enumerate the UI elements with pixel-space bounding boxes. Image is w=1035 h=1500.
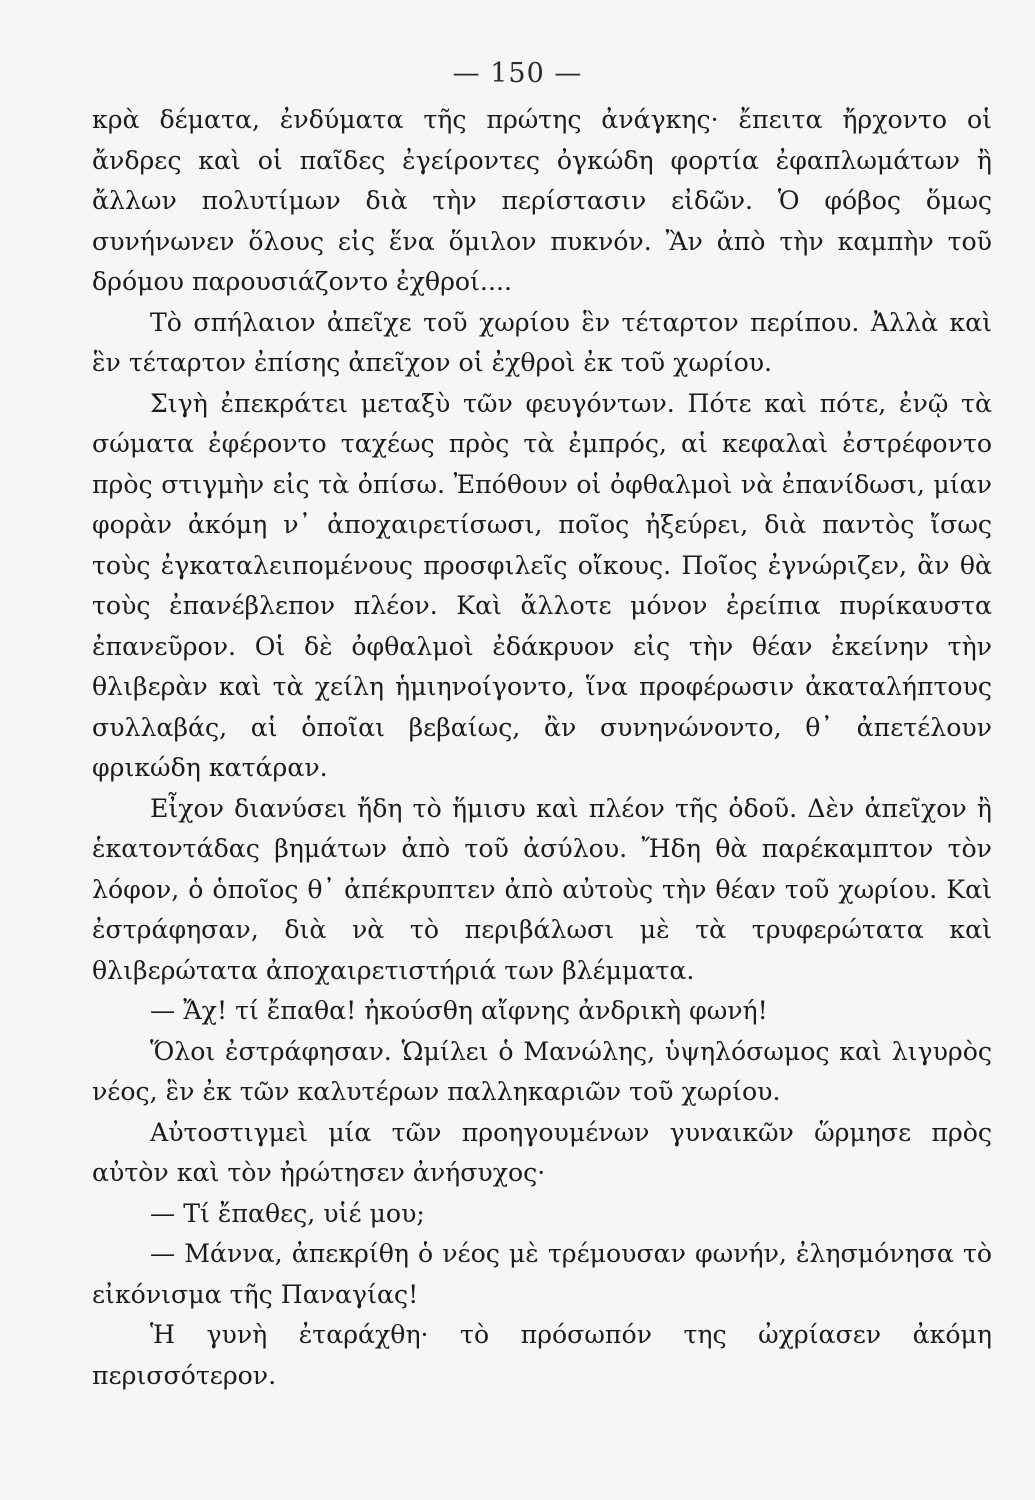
dialogue-exclamation: — Ἄχ! τί ἔπαθα! ἠκούσθη αἴφνης ἀνδρικὴ φωνή! [150, 996, 768, 1025]
paragraph-manolis: Ὅλοι ἐστράφησαν. Ὡμίλει ὁ Μανώλης, ὑψηλόσωμος καὶ λιγυρὸς νέος, ἓν ἐκ τῶν καλυτέρων παλληκαριῶν τοῦ χωρίου. [92, 1036, 992, 1106]
paragraph-woman-troubled: Ἡ γυνὴ ἐταράχθη· τὸ πρόσωπόν της ὠχρίασεν ἀκόμη περισσότερον. [92, 1320, 992, 1390]
paragraph-mother-asks: Αὐτοστιγμεὶ μία τῶν προηγουμένων γυναικῶν ὥρμησε πρὸς αὐτὸν καὶ τὸν ἠρώτησεν ἀνήσυχος· [92, 1117, 992, 1187]
dialogue-answer: — Μάννα, ἀπεκρίθη ὁ νέος μὲ τρέμουσαν φωνήν, ἐλησμόνησα τὸ εἰκόνισμα τῆς Παναγίας! [92, 1239, 992, 1309]
dialogue-question: — Τί ἔπαθες, υἱέ μου; [150, 1198, 425, 1228]
page-number: — 150 — [452, 58, 583, 89]
paragraph-half-way: Εἶχον διανύσει ἤδη τὸ ἥμισυ καὶ πλέον τῆς ὁδοῦ. Δὲν ἀπεῖχον ἢ ἑκατοντάδας βημάτων ἀπὸ τοῦ ἀσύλου. Ἤδη θὰ παρέκαμπτον τὸν λόφον, ὁ ὁποῖος θ᾿ ἀπέκρυπτεν ἀπὸ αὐτοὺς τὴν θέαν τοῦ χωρίου. Καὶ ἐστράφησαν, διὰ νὰ τὸ περιβάλωσι μὲ τὰ τρυφερώτατα καὶ θλιβερώτατα ἀποχαιρετιστήριά των βλέμματα. [92, 793, 992, 985]
paragraph-silence: Σιγὴ ἐπεκράτει μεταξὺ τῶν φευγόντων. Πότε καὶ πότε, ἐνῷ τὰ σώματα ἐφέροντο ταχέως πρὸς τὰ ἐμπρός, αἱ κεφαλαὶ ἐστρέφοντο πρὸς στιγμὴν εἰς τὰ ὀπίσω. Ἐπόθουν οἱ ὀφθαλμοὶ νὰ ἐπανίδωσι, μίαν φορὰν ἀκόμη ν᾿ ἀποχαιρετίσωσι, ποῖος ἠξεύρει, διὰ παντὸς ἴσως τοὺς ἐγκαταλειπομένους προσφιλεῖς οἴκους. Ποῖος ἐγνώριζεν, ἂν θὰ τοὺς ἐπανέβλεπον πλέον. Καὶ ἄλλοτε μόνον ἐρείπια πυρίκαυστα ἐπανεῦρον. Οἱ δὲ ὀφθαλμοὶ ἐδάκρυον εἰς τὴν θέαν ἐκείνην τὴν θλιβερὰν καὶ τὰ χείλη ἡμιηνοίγοντο, ἵνα προφέρωσιν ἀκαταλήπτους συλλαβάς, αἱ ὁποῖαι βεβαίως, ἂν συνηνώνοντο, θ᾿ ἀπετέλουν φρικώδη κατάραν. [92, 388, 992, 782]
paragraph-continuation: κρὰ δέματα, ἐνδύματα τῆς πρώτης ἀνάγκης· ἔπειτα ἤρχοντο οἱ ἄνδρες καὶ οἱ παῖδες ἐγείροντες ὀγκώδη φορτία ἐφαπλωμάτων ἢ ἄλλων πολυτίμων διὰ τὴν περίστασιν εἰδῶν. Ὁ φόβος ὅμως συνήνωνεν ὅλους εἰς ἕνα ὅμιλον πυκνόν. Ἂν ἀπὸ τὴν καμπὴν τοῦ δρόμου παρουσιάζοντο ἐχθροί.... [92, 105, 992, 296]
body-text [92, 100, 992, 1396]
paragraph-cave-distance: Τὸ σπήλαιον ἀπεῖχε τοῦ χωρίου ἓν τέταρτον περίπου. Ἀλλὰ καὶ ἓν τέταρτον ἐπίσης ἀπεῖχον οἱ ἐχθροὶ ἐκ τοῦ χωρίου. [92, 307, 992, 377]
